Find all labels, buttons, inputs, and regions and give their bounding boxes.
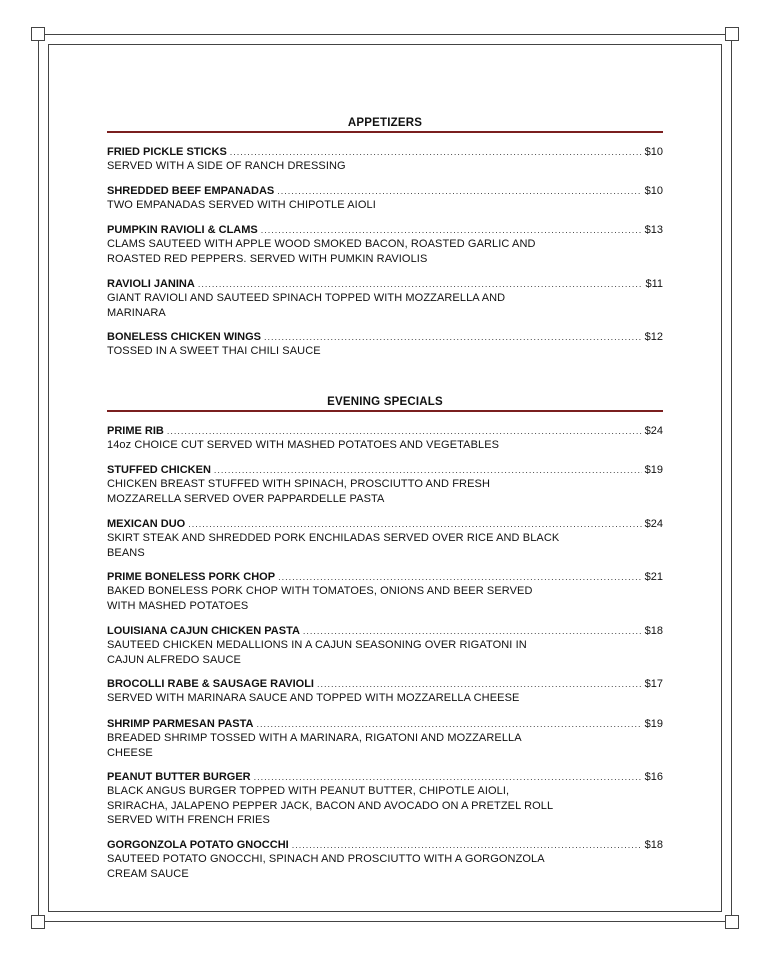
menu-item-description: CHEESE — [107, 746, 153, 759]
dot-leader — [264, 331, 642, 344]
menu-item-name: LOUISIANA CAJUN CHICKEN PASTA — [107, 625, 300, 637]
menu-item-header — [107, 224, 663, 237]
menu-item-description: SRIRACHA, JALAPENO PEPPER JACK, BACON AND AVOCADO ON A PRETZEL ROLL — [107, 799, 554, 812]
menu-item — [107, 771, 663, 828]
section-divider — [107, 131, 663, 133]
corner-ornament — [725, 27, 739, 41]
menu-item-price: $12 — [644, 331, 663, 343]
menu-item — [107, 625, 663, 667]
dot-leader — [278, 571, 642, 584]
menu-item — [107, 518, 663, 560]
menu-item-name: PUMPKIN RAVIOLI & CLAMS — [107, 224, 258, 236]
menu-item-description: BLACK ANGUS BURGER TOPPED WITH PEANUT BUTTER, CHIPOTLE AIOLI, — [107, 785, 510, 797]
menu-item-description: WITH MASHED POTATOES — [107, 599, 249, 612]
menu-item-price: $17 — [644, 678, 663, 690]
menu-item — [107, 464, 663, 506]
menu-item-price: $13 — [644, 224, 663, 236]
menu-item-description: CHICKEN BREAST STUFFED WITH SPINACH, PROSCIUTTO AND FRESH — [107, 478, 490, 490]
menu-item-description: SAUTEED POTATO GNOCCHI, SPINACH AND PROSCIUTTO WITH A GORGONZOLA — [107, 853, 545, 865]
menu-item-name: PRIME RIB — [107, 425, 164, 437]
menu-item-name: PRIME BONELESS PORK CHOP — [107, 571, 276, 583]
menu-item-name: GORGONZOLA POTATO GNOCCHI — [107, 839, 289, 851]
menu-item-name: SHREDDED BEEF EMPANADAS — [107, 185, 275, 197]
menu-item-description: CREAM SAUCE — [107, 867, 189, 880]
dot-leader — [292, 839, 642, 852]
menu-item-name: RAVIOLI JANINA — [107, 278, 195, 290]
menu-item-description: TWO EMPANADAS SERVED WITH CHIPOTLE AIOLI — [107, 199, 376, 211]
menu-item-header — [107, 278, 663, 291]
menu-item-header — [107, 185, 663, 198]
menu-item-description: SAUTEED CHICKEN MEDALLIONS IN A CAJUN SEASONING OVER RIGATONI IN — [107, 639, 527, 651]
menu-item-header — [107, 425, 663, 438]
menu-item-description: BREADED SHRIMP TOSSED WITH A MARINARA, RIGATONI AND MOZZARELLA — [107, 732, 522, 744]
menu-item — [107, 146, 663, 174]
menu-item — [107, 331, 663, 359]
menu-item-description: CLAMS SAUTEED WITH APPLE WOOD SMOKED BACON, ROASTED GARLIC AND — [107, 238, 536, 250]
menu-item-name: STUFFED CHICKEN — [107, 464, 211, 476]
menu-item — [107, 185, 663, 213]
menu-item-price: $19 — [644, 464, 663, 476]
menu-item — [107, 278, 663, 320]
menu-item-name: FRIED PICKLE STICKS — [107, 146, 227, 158]
menu-item-description: BEANS — [107, 546, 145, 559]
menu-item — [107, 678, 663, 706]
corner-ornament — [31, 27, 45, 41]
dot-leader — [261, 224, 642, 237]
menu-item-header — [107, 518, 663, 531]
menu-item-name: BONELESS CHICKEN WINGS — [107, 331, 262, 343]
dot-leader — [303, 625, 642, 638]
menu-item-header — [107, 771, 663, 784]
menu-item-name: PEANUT BUTTER BURGER — [107, 771, 251, 783]
dot-leader — [214, 464, 642, 477]
dot-leader — [188, 518, 641, 531]
corner-ornament — [31, 915, 45, 929]
menu-item-description: SERVED WITH MARINARA SAUCE AND TOPPED WITH MOZZARELLA CHEESE — [107, 692, 520, 704]
menu-item-price: $16 — [644, 771, 663, 783]
menu-item-price: $21 — [644, 571, 663, 583]
menu-item-description: ROASTED RED PEPPERS. SERVED WITH PUMKIN RAVIOLIS — [107, 252, 428, 265]
dot-leader — [230, 146, 642, 159]
menu-item-description: CAJUN ALFREDO SAUCE — [107, 653, 241, 666]
menu-item-price: $11 — [645, 278, 663, 290]
dot-leader — [256, 718, 641, 731]
dot-leader — [198, 278, 643, 291]
dot-leader — [167, 425, 642, 438]
menu-item-description: GIANT RAVIOLI AND SAUTEED SPINACH TOPPED WITH MOZZARELLA AND — [107, 292, 506, 304]
section-title: APPETIZERS — [347, 117, 423, 129]
menu-item-price: $18 — [644, 625, 663, 637]
menu-item-description: BAKED BONELESS PORK CHOP WITH TOMATOES, ONIONS AND BEER SERVED — [107, 585, 533, 597]
menu-item-description: TOSSED IN A SWEET THAI CHILI SAUCE — [107, 345, 321, 357]
menu-item-header — [107, 625, 663, 638]
menu-item-header — [107, 146, 663, 159]
section-title: EVENING SPECIALS — [327, 396, 443, 408]
menu-item-header — [107, 464, 663, 477]
menu-item — [107, 571, 663, 613]
menu-item-header — [107, 839, 663, 852]
menu-item-description: SKIRT STEAK AND SHREDDED PORK ENCHILADAS SERVED OVER RICE AND BLACK — [107, 532, 560, 544]
menu-item-description: 14oz CHOICE CUT SERVED WITH MASHED POTATOES AND VEGETABLES — [107, 439, 500, 451]
dot-leader — [317, 678, 642, 691]
menu-item-header — [107, 571, 663, 584]
menu-item-name: SHRIMP PARMESAN PASTA — [107, 718, 254, 730]
menu-item-description: MOZZARELLA SERVED OVER PAPPARDELLE PASTA — [107, 492, 385, 505]
menu-item-description: SERVED WITH FRENCH FRIES — [107, 814, 270, 826]
menu-item-name: MEXICAN DUO — [107, 518, 186, 530]
menu-item-price: $19 — [644, 718, 663, 730]
menu-item-description: MARINARA — [107, 306, 166, 319]
menu-item-description: SERVED WITH A SIDE OF RANCH DRESSING — [107, 160, 346, 172]
menu-item-price: $18 — [644, 839, 663, 851]
menu-item-price: $10 — [644, 185, 663, 197]
menu-item — [107, 425, 663, 453]
menu-item-header — [107, 678, 663, 691]
menu-item-header — [107, 718, 663, 731]
dot-leader — [254, 771, 642, 784]
menu-item-name: BROCOLLI RABE & SAUSAGE RAVIOLI — [107, 678, 314, 690]
menu-item — [107, 224, 663, 266]
menu-item-header — [107, 331, 663, 344]
menu-item-price: $24 — [644, 425, 663, 437]
menu-item — [107, 718, 663, 760]
corner-ornament — [725, 915, 739, 929]
menu-item-price: $10 — [644, 146, 663, 158]
menu-item — [107, 839, 663, 881]
dot-leader — [277, 185, 641, 198]
section-divider — [107, 410, 663, 412]
menu-item-price: $24 — [644, 518, 663, 530]
